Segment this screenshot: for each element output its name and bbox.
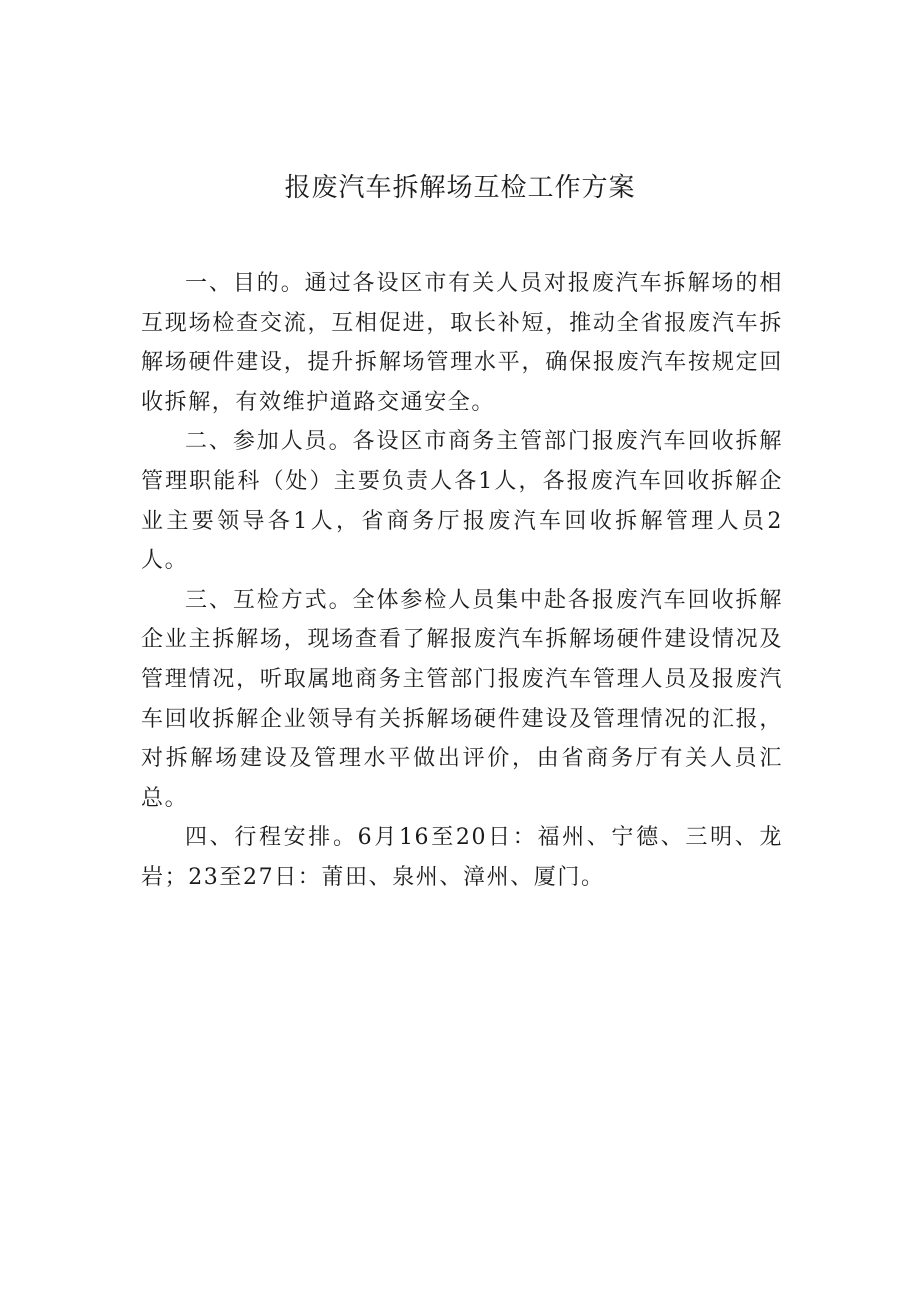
section-purpose: 一、目的。通过各设区市有关人员对报废汽车拆解场的相互现场检查交流，互相促进，取长补短，推动全省报废汽车拆解场硬件建设，提升拆解场管理水平，确保报废汽车按规定回收拆解，有效维护道路交通安全。 xyxy=(141,271,783,415)
section-inspection-method: 三、互检方式。全体参检人员集中赴各报废汽车回收拆解企业主拆解场，现场查看了解报废汽车拆解场硬件建设情况及管理情况，听取属地商务主管部门报废汽车管理人员及报废汽车回收拆解企业领导有关拆解场硬件建设及管理情况的汇报，对拆解场建设及管理水平做出评价，由省商务厅有关人员汇总。 xyxy=(141,587,783,811)
section-schedule: 四、行程安排。6月16至20日：福州、宁德、三明、龙岩；23至27日：莆田、泉州、漳州、厦门。 xyxy=(141,825,783,890)
document-body xyxy=(141,264,783,898)
document-title: 报废汽车拆解场互检工作方案 xyxy=(284,173,636,203)
section-participants: 二、参加人员。各设区市商务主管部门报废汽车回收拆解管理职能科（处）主要负责人各1人，各报废汽车回收拆解企业主要领导各1人，省商务厅报废汽车回收拆解管理人员2人。 xyxy=(141,429,783,574)
